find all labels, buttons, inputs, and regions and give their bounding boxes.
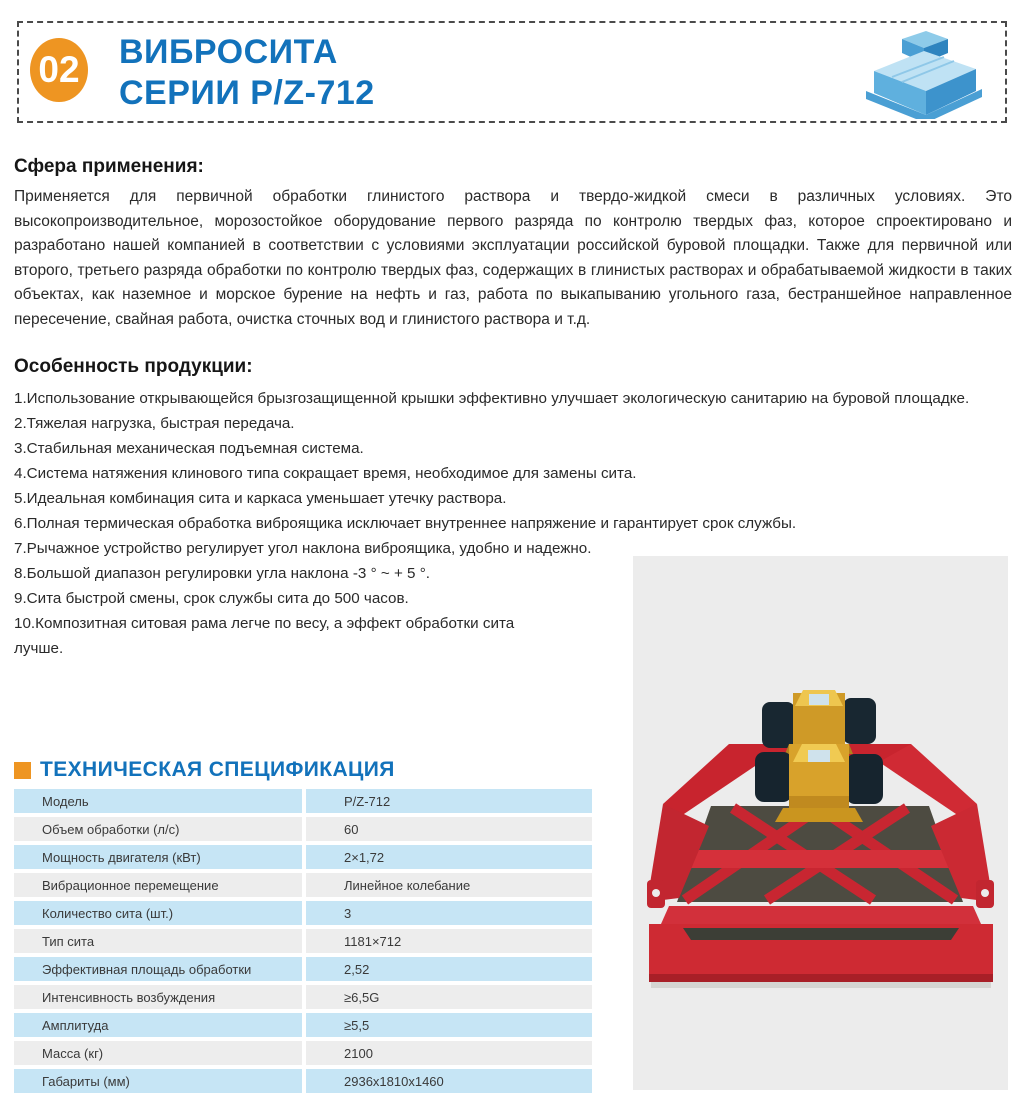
spec-label: Тип сита bbox=[14, 929, 302, 953]
spec-label: Эффективная площадь обработки bbox=[14, 957, 302, 981]
spec-label: Габариты (мм) bbox=[14, 1069, 302, 1093]
spec-row bbox=[14, 873, 592, 897]
spec-row bbox=[14, 817, 592, 841]
feature-item: 4.Система натяжения клинового типа сокращает время, необходимое для замены сита. bbox=[14, 465, 637, 482]
feature-item: 6.Полная термическая обработка виброящика исключает внутреннее напряжение и гарантирует срок службы. bbox=[14, 515, 797, 532]
spec-label: Модель bbox=[14, 789, 302, 813]
feature-item: 1.Использование открывающейся брызгозащищенной крышки эффективно улучшает экологическую санитарию на буровой площадке. bbox=[14, 390, 970, 407]
feature-item: 3.Стабильная механическая подъемная система. bbox=[14, 440, 364, 457]
product-photo bbox=[633, 556, 1008, 1090]
page-title-line1: ВИБРОСИТА bbox=[119, 33, 338, 71]
vibrating-screen-image bbox=[633, 556, 1008, 1090]
feature-item: 7.Рычажное устройство регулирует угол наклона виброящика, удобно и надежно. bbox=[14, 540, 592, 557]
spec-row bbox=[14, 845, 592, 869]
spec-value: ≥5,5 bbox=[306, 1013, 592, 1037]
page-title-line2: СЕРИИ P/Z-712 bbox=[119, 74, 375, 112]
spec-row bbox=[14, 929, 592, 953]
feature-item: 2.Тяжелая нагрузка, быстрая передача. bbox=[14, 415, 295, 432]
spec-value: 2936x1810x1460 bbox=[306, 1069, 592, 1093]
spec-row bbox=[14, 901, 592, 925]
header-box bbox=[17, 21, 1007, 123]
spec-value: 3 bbox=[306, 901, 592, 925]
spec-label: Масса (кг) bbox=[14, 1041, 302, 1065]
spec-row bbox=[14, 1013, 592, 1037]
spec-value: P/Z-712 bbox=[306, 789, 592, 813]
spec-value: 2100 bbox=[306, 1041, 592, 1065]
application-section bbox=[14, 156, 1012, 333]
spec-row bbox=[14, 985, 592, 1009]
spec-heading-row bbox=[14, 758, 395, 782]
spec-heading: ТЕХНИЧЕСКАЯ СПЕЦИФИКАЦИЯ bbox=[40, 758, 395, 781]
feature-item: 9.Сита быстрой смены, срок службы сита до 500 часов. bbox=[14, 590, 409, 607]
spec-label: Вибрационное перемещение bbox=[14, 873, 302, 897]
spec-row bbox=[14, 1041, 592, 1065]
application-heading: Сфера применения: bbox=[14, 156, 204, 177]
spec-value: 2×1,72 bbox=[306, 845, 592, 869]
spec-value: 2,52 bbox=[306, 957, 592, 981]
feature-item: 5.Идеальная комбинация сита и каркаса уменьшает утечку раствора. bbox=[14, 490, 507, 507]
spec-value: Линейное колебание bbox=[306, 873, 592, 897]
feature-item: 8.Большой диапазон регулировки угла наклона -3 ° ~ + 5 °. bbox=[14, 565, 431, 582]
spec-value: 1181×712 bbox=[306, 929, 592, 953]
spec-row bbox=[14, 957, 592, 981]
spec-label: Объем обработки (л/с) bbox=[14, 817, 302, 841]
spec-label: Амплитуда bbox=[14, 1013, 302, 1037]
section-number-badge: 02 bbox=[30, 38, 88, 102]
application-body: Применяется для первичной обработки глинистого раствора и твердо-жидкой смеси в различных условиях. Это высокопроизводительное, морозостойкое оборудование первого разряда по контролю твердых фаз, которое спроектировано и разработано нашей компанией в соответствии с условиями эксплуатации российской буровой площадки. Также для первичной или второго, третьего разряда обработки по контролю твердых фаз, содержащих в глинистых растворах и обрабатываемой жидкости в таких объектах, как наземное и морское бурение на нефть и газ, работа по выкапыванию угольного газа, бестраншейное направленное пересечение, свайная работа, очистка сточных вод и глинистого раствора и т.д. bbox=[14, 188, 1012, 328]
spec-value: 60 bbox=[306, 817, 592, 841]
spec-label: Количество сита (шт.) bbox=[14, 901, 302, 925]
spec-table bbox=[14, 789, 592, 1097]
spec-row bbox=[14, 1069, 592, 1093]
page-title bbox=[119, 32, 375, 114]
orange-square-bullet-icon bbox=[14, 762, 31, 779]
spec-label: Мощность двигателя (кВт) bbox=[14, 845, 302, 869]
features-heading: Особенность продукции: bbox=[14, 356, 253, 377]
spec-row bbox=[14, 789, 592, 813]
spec-value: ≥6,5G bbox=[306, 985, 592, 1009]
product-thumbnail-image bbox=[857, 27, 989, 119]
spec-label: Интенсивность возбуждения bbox=[14, 985, 302, 1009]
feature-item: 10.Композитная ситовая рама легче по весу, а эффект обработки сита лучше. bbox=[14, 615, 515, 657]
